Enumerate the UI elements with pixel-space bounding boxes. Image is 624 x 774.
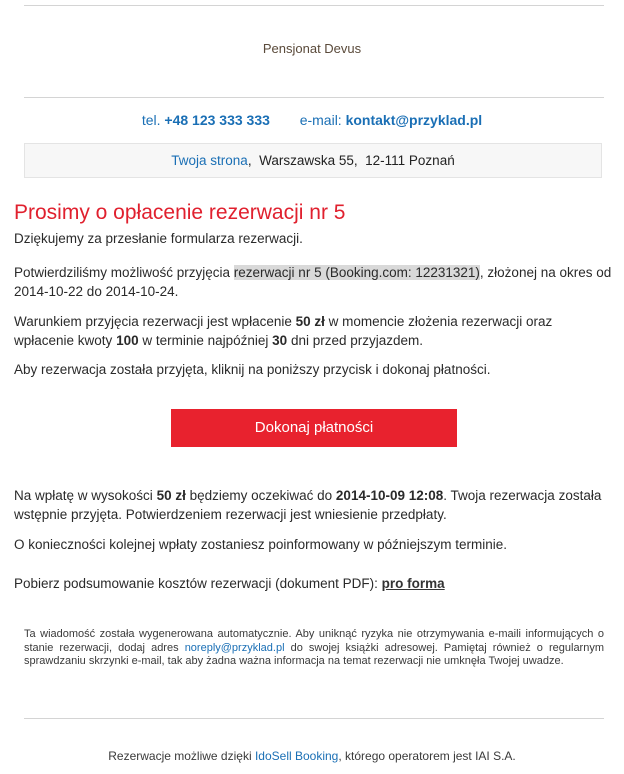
thanks-text: Dziękujemy za przesłanie formularza rezerwacji. [14,231,303,246]
footer-divider [24,718,604,719]
website-link[interactable]: Twoja strona [171,153,248,168]
phone-label: tel. [141,112,161,128]
deposit-amount: 50 zł [295,314,325,329]
header-divider [24,97,604,98]
city: 12-111 Poznań [365,153,455,168]
hotel-name: Pensjonat Devus [262,41,362,56]
p4-c: . Twoja rezerwacja została wstępnie przyjęta. Potwierdzeniem rezerwacji jest wniesienie przedpłaty. [14,488,602,522]
days-before: 30 [272,333,288,348]
idosell-link[interactable]: IdoSell Booking [254,749,339,763]
deadline-paragraph [14,486,614,524]
p4-a: Na wpłatę w wysokości [14,488,157,503]
powered-b: , którego operatorem jest IAI S.A. [338,749,516,763]
payment-deadline: 2014-10-09 12:08 [335,488,444,503]
p2-b: w momencie złożenia rezerwacji oraz wpłacenie kwoty [14,314,553,348]
p4-b: będziemy oczekiwać do [185,488,336,503]
proforma-link[interactable]: pro forma [381,576,445,591]
phone-link[interactable]: +48 123 333 333 [164,112,270,128]
p1-before: Potwierdziliśmy możliwość przyjęcia [14,265,234,280]
page-title: Prosimy o opłacenie rezerwacji nr 5 [14,201,346,224]
reservation-highlight: rezerwacji nr 5 (Booking.com: 12231321) [233,265,480,280]
automatic-notice [24,628,604,669]
contact-line [0,112,624,128]
top-divider [24,5,604,6]
p1-after: , złożonej na okres od 2014-10-22 do 2014-10-24. [14,265,612,299]
email-label: e-mail: [299,112,342,128]
p2-d: dni przed przyjazdem. [287,333,424,348]
pay-button[interactable]: Dokonaj płatności [171,409,457,447]
instruction-text: Aby rezerwacja została przyjęta, kliknij na poniższy przycisk i dokonaj płatności. [14,362,491,377]
noreply-email-link[interactable]: noreply@przyklad.pl [184,641,285,654]
notice-b: do swojej książki adresowej. Pamiętaj również o regularnym sprawdzaniu skrzynki e-mail, tak aby żadna ważna informacja na temat rezerwacji nie umknęła Twojej uwadze. [24,641,605,667]
address-box: Twoja strona, Warszawska 55, 12-111 Poznań [24,143,602,178]
notice-a: Ta wiadomość została wygenerowana automatycznie. Aby uniknąć ryzyka nie otrzymywania e-maili informujących o stanie rezerwacji, dodaj adres [24,628,604,654]
conditions-paragraph [14,312,614,350]
p2-c: w terminie najpóźniej [138,333,273,348]
prepayment-amount: 50 zł [156,488,186,503]
proforma-paragraph [14,574,614,593]
street: Warszawska 55, [259,153,358,168]
next-payment-text: O konieczności kolejnej wpłaty zostaniesz poinformowany w późniejszym terminie. [14,537,507,552]
confirmation-paragraph [14,263,614,301]
p2-a: Warunkiem przyjęcia rezerwacji jest wpłacenie [14,314,296,329]
powered-a: Rezerwacje możliwe dzięki [108,749,255,763]
proforma-text: Pobierz podsumowanie kosztów rezerwacji (dokument PDF): [14,576,382,591]
email-link[interactable]: kontakt@przyklad.pl [345,112,483,128]
balance-amount: 100 [116,333,139,348]
powered-by [0,749,624,763]
